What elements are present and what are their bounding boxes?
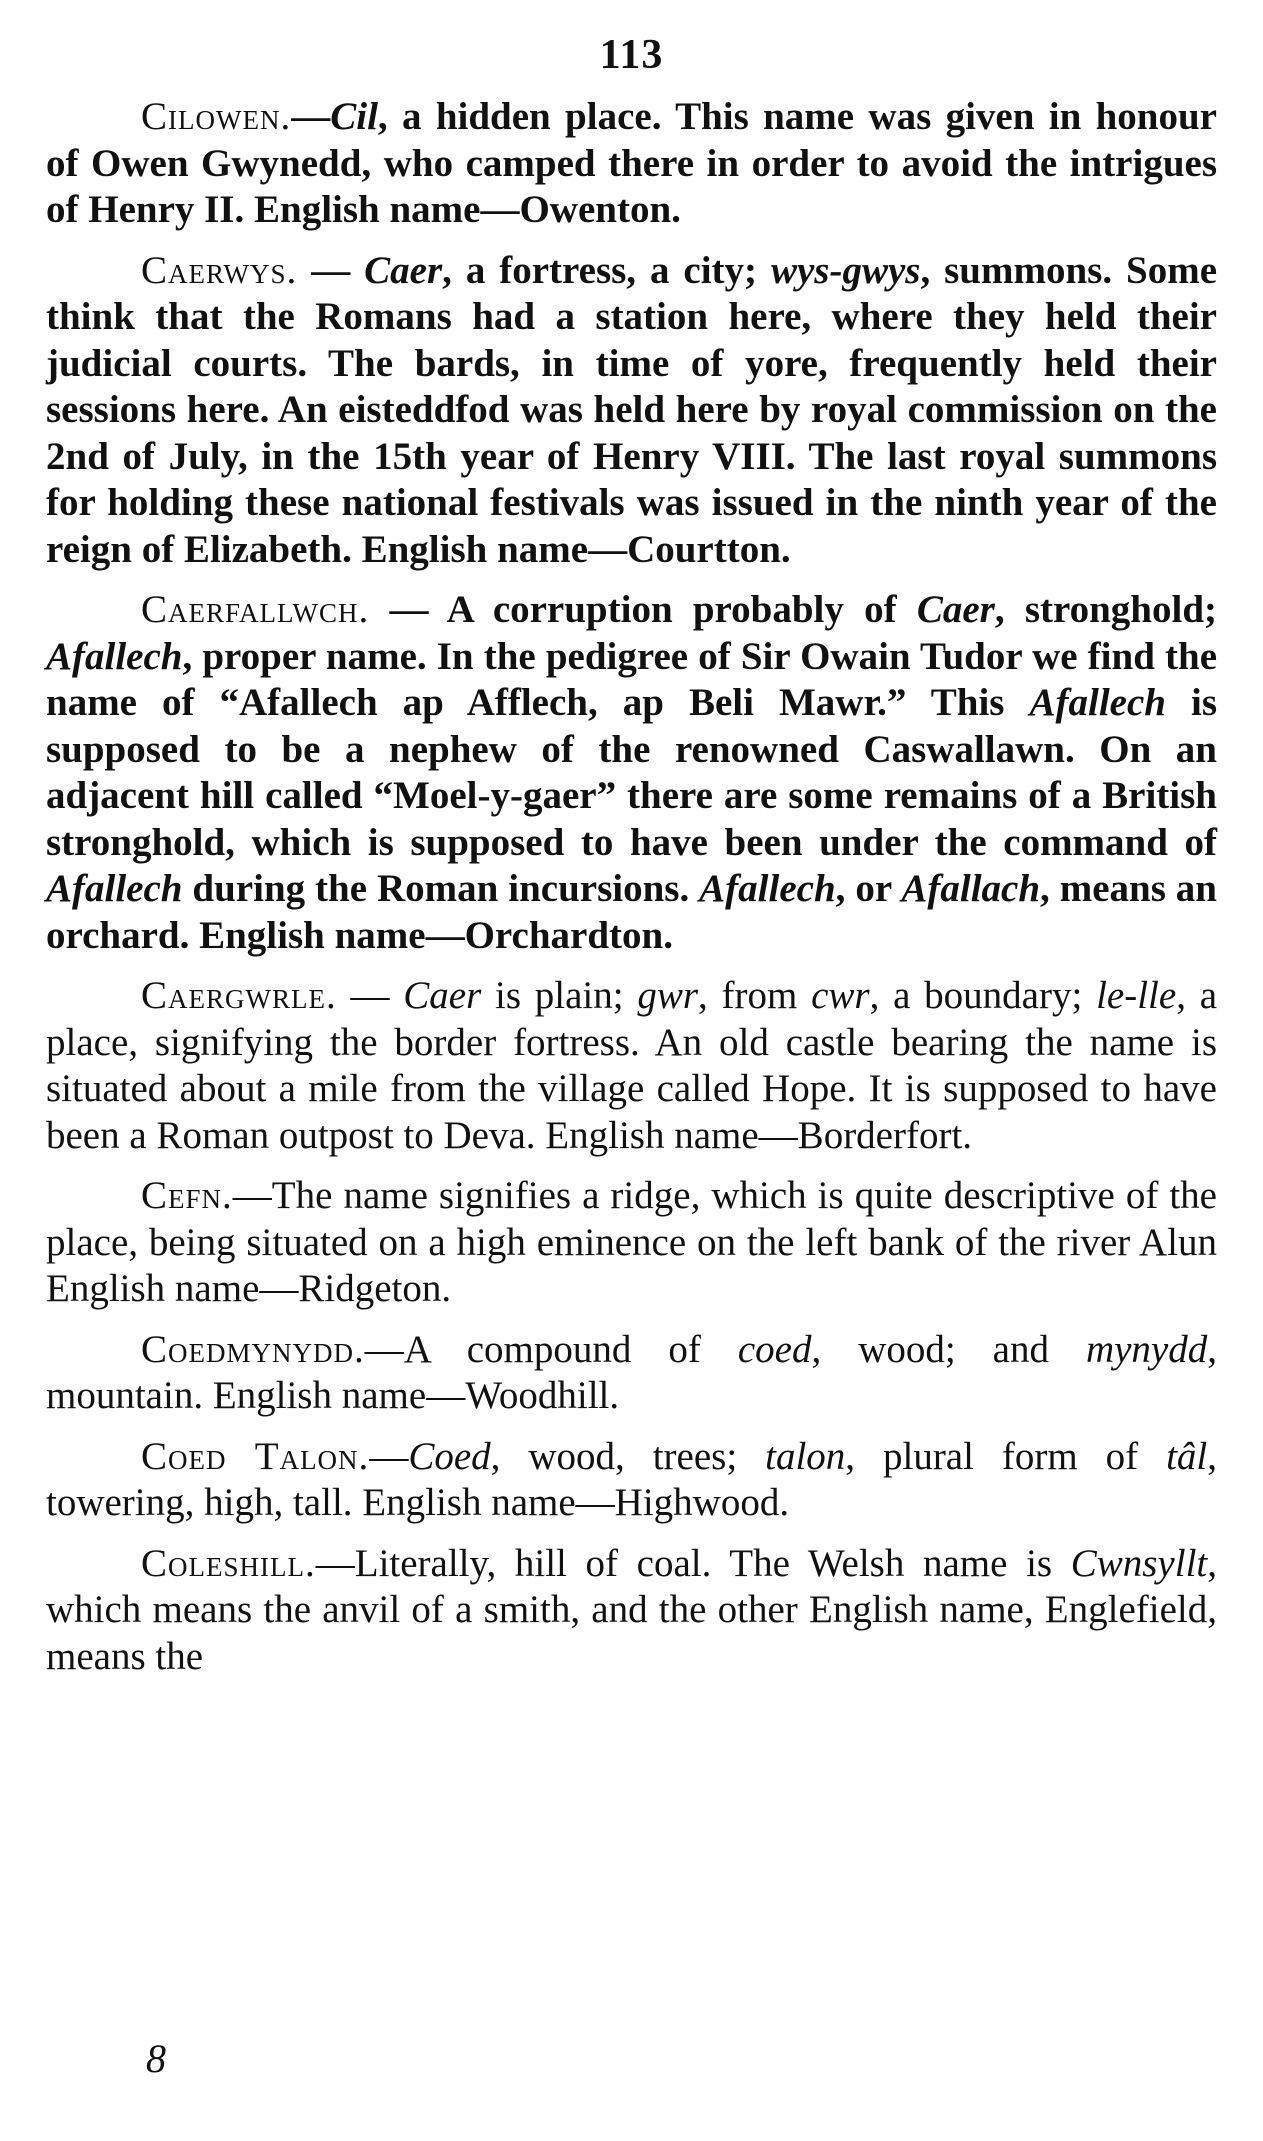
entry-text: , from <box>698 974 812 1017</box>
italic-term: Afallach <box>901 867 1041 910</box>
italic-term: cwr <box>811 974 870 1017</box>
headword: Coedmynydd. <box>141 1327 365 1371</box>
entry-text: — <box>369 1434 409 1478</box>
entry-text: , a boundary; <box>869 974 1097 1017</box>
entry-text: , stronghold; <box>994 588 1217 631</box>
entry-coedmynydd <box>46 1327 1217 1420</box>
entry-text: is plain; <box>481 974 638 1017</box>
entry-text: —A compound of <box>364 1327 738 1371</box>
signature-mark: 8 <box>146 2036 166 2081</box>
entry-coed-talon <box>46 1434 1217 1527</box>
entry-text: during the Roman incursions. <box>182 867 700 910</box>
headword: Caergwrle. <box>141 974 337 1017</box>
italic-term: wys-gwys <box>770 248 921 292</box>
headword: Cefn. <box>141 1174 233 1217</box>
italic-term: gwr <box>637 974 699 1017</box>
entry-text: —Literally, hill of coal. The Welsh name is <box>315 1541 1071 1585</box>
italic-term: Caer <box>916 588 995 631</box>
entry-caerfallwch <box>46 587 1217 959</box>
italic-term: Cwnsyllt <box>1070 1541 1208 1585</box>
entry-caerwys <box>46 248 1217 574</box>
italic-term: Afallech <box>1029 681 1166 724</box>
entry-text: , summons. Some think that the Romans had a station here, where they held their judicial courts. The bards, in time of yore, frequently held their sessions here. An eisteddfod was held here by royal commission on the 2nd of July, in the 15th year of Henry VIII. The last royal summons for holding these national festivals was issued in the ninth year of the reign of Elizabeth. English name—Courtton. <box>46 248 1218 571</box>
entry-cilowen <box>46 94 1217 234</box>
italic-term: coed <box>737 1327 812 1371</box>
italic-term: Coed <box>408 1434 491 1478</box>
italic-term: mynydd <box>1085 1327 1208 1371</box>
entry-text: , a hidden place. This name was given in honour of Owen Gwynedd, who camped there in order to avoid the intrigues of Henry II. English name—Owenton. <box>46 95 1217 231</box>
italic-term: tâl <box>1166 1434 1208 1478</box>
entry-text: , or <box>835 867 902 910</box>
italic-term: Afallech <box>699 867 836 910</box>
headword: Cilowen. <box>141 95 292 138</box>
entry-text: , wood, trees; <box>490 1434 766 1478</box>
italic-term: Afallech <box>46 867 183 910</box>
italic-term: le-lle <box>1096 974 1177 1017</box>
italic-term: Afallech <box>46 634 183 678</box>
entry-text: , a fortress, a city; <box>442 248 771 292</box>
page-number: 113 <box>599 32 664 78</box>
headword: Caerwys. <box>141 248 298 292</box>
entry-text: — <box>297 248 365 292</box>
entry-text: , a place, signifying the border fortress. An old castle bearing the name is situated about a mile from the village called Hope. It is supposed to have been a Roman outpost to Deva. English name—Borderfort. <box>46 974 1217 1157</box>
entry-text: , wood; and <box>811 1327 1086 1371</box>
entry-list <box>46 94 1217 1680</box>
book-page <box>46 30 1217 2120</box>
entry-text: , proper name. In the pedigree of Sir Owain Tudor we find the name of “Afallech ap Afflech, ap Beli Mawr.” This <box>46 634 1217 724</box>
entry-text: —The name signifies a ridge, which is quite descriptive of the place, being situated on a high eminence on the left bank of the river Alun English name—Ridgeton. <box>46 1174 1217 1310</box>
italic-term: Cil <box>330 95 378 138</box>
headword: Coed Talon. <box>141 1434 370 1478</box>
entry-text: , which means the anvil of a smith, and the other English name, Englefield, means the <box>46 1541 1217 1678</box>
entry-text: , means an orchard. English name—Orchardton. <box>46 867 1217 957</box>
entry-text: , plural form of <box>845 1434 1167 1478</box>
entry-text: — A corruption probably of <box>369 588 917 631</box>
entry-text: — <box>291 95 331 138</box>
entry-cefn <box>46 1173 1217 1313</box>
headword: Coleshill. <box>141 1541 316 1585</box>
entry-coleshill <box>46 1541 1217 1681</box>
italic-term: Caer <box>364 248 443 292</box>
headword: Caerfallwch. <box>141 588 370 631</box>
italic-term: talon <box>765 1434 846 1478</box>
entry-text: , towering, high, tall. English name—Highwood. <box>46 1434 1218 1524</box>
italic-term: Caer <box>403 974 482 1017</box>
entry-text: is supposed to be a nephew of the renowned Caswallawn. On an adjacent hill called “Moel-y-gaer” there are some remains of a British stronghold, which is supposed to have been under the command of <box>46 681 1217 864</box>
entry-caergwrle <box>46 973 1217 1159</box>
entry-text: — <box>336 974 404 1017</box>
entry-text: , mountain. English name—Woodhill. <box>46 1327 1217 1417</box>
